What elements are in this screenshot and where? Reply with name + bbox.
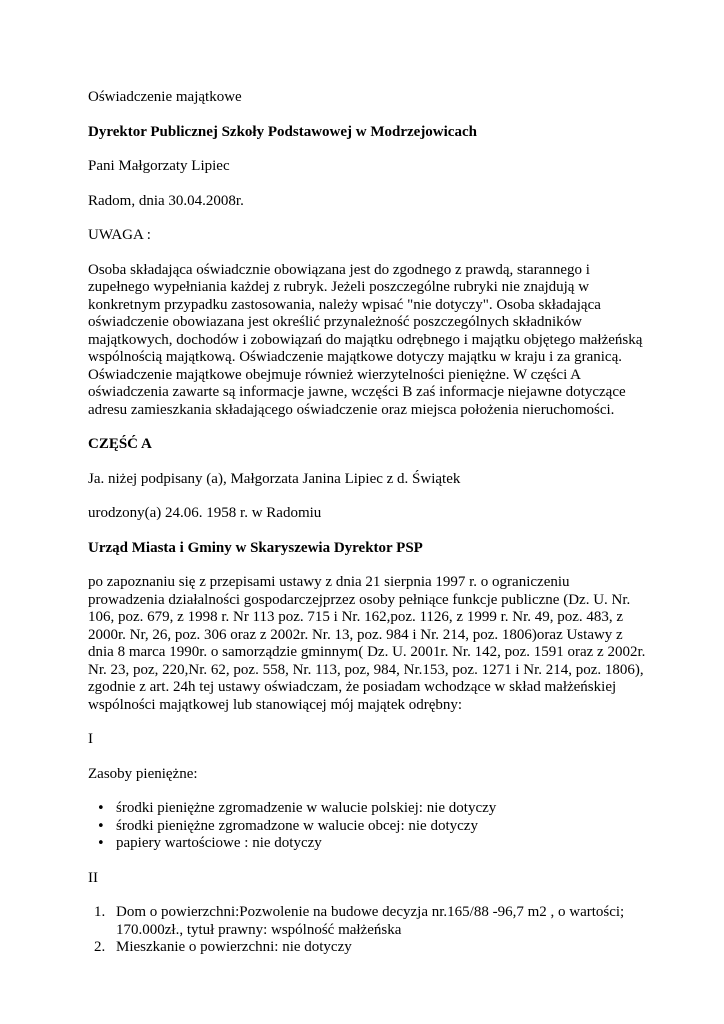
bullet-icon: • — [97, 801, 105, 816]
director-heading: Dyrektor Publicznej Szkoły Podstawowej w Modrzejowicach — [88, 123, 477, 140]
list-item — [88, 800, 646, 818]
list-item — [88, 904, 646, 939]
list-item-text: papiery wartościowe : nie dotyczy — [116, 835, 322, 851]
cash-heading: Zasoby pieniężne: — [88, 765, 198, 782]
document-title: Oświadczenie majątkowe — [88, 89, 242, 105]
uwaga-label: UWAGA : — [88, 227, 151, 243]
list-item-text: Dom o powierzchni:Pozwolenie na budowe decyzja nr.165/88 -96,7 m2 , o wartości; 170.000zł., tytuł prawny: wspólność małżeńska — [116, 904, 625, 938]
bullet-icon: • — [97, 818, 105, 834]
document-body — [88, 82, 646, 957]
item-number: 1. — [94, 904, 106, 920]
list-item-text: Mieszkanie o powierzchni: nie dotyczy — [116, 939, 352, 955]
declarant-line: Ja. niżej podpisany (a), Małgorzata Janina Lipiec z d. Świątek — [88, 470, 461, 487]
law-paragraph: po zapoznaniu się z przepisami ustawy z dnia 21 sierpnia 1997 r. o ograniczeniu prowadzenia działalności gospodarczejprzez osoby pełniące funkcje publiczne (Dz. U. Nr. 106, poz. 679, z 1998 r. Nr 113 poz. 715 i Nr. 162,poz. 1126, z 1999 r. Nr. 49, poz. 483, z 2000r. Nr, 26, poz. 306 oraz z 2002r. Nr. 13, poz. 984 i Nr. 214, poz. 1806)oraz Ustawy z dnia 8 marca 1990r. o samorządzie gminnym( Dz. U. 2001r. Nr. 142, poz. 1591 oraz z 2002r. Nr. 23, poz, 220,Nr. 62, poz. 558, Nr. 113, poz, 984, Nr.153, poz. 1271 i Nr. 214, poz. 1806), zgodnie z art. 24h tej ustawy oświadczam, że posiadam wchodzące w skład małżeńskiej wspólności majątkowej lub stanowiącej mój majątek odrębny: — [88, 574, 646, 713]
item-number: 2. — [94, 939, 106, 955]
list-item — [88, 818, 646, 836]
recipient-line: Pani Małgorzaty Lipiec — [88, 158, 230, 174]
section-1-heading: I — [88, 731, 93, 747]
bullet-icon: • — [97, 836, 105, 851]
section-2-heading: II — [88, 869, 98, 886]
office-heading: Urząd Miasta i Gminy w Skaryszewia Dyrektor PSP — [88, 539, 423, 556]
list-item-text: środki pieniężne zgromadzenie w walucie polskiej: nie dotyczy — [116, 800, 497, 816]
birth-line: urodzony(a) 24.06. 1958 r. w Radomiu — [88, 505, 322, 521]
list-item — [88, 835, 646, 853]
list-item-text: środki pieniężne zgromadzone w walucie obcej: nie dotyczy — [116, 817, 478, 834]
property-list — [88, 904, 646, 957]
list-item — [88, 939, 646, 957]
cash-list — [88, 800, 646, 853]
part-a-heading: CZĘŚĆ A — [88, 436, 152, 452]
date-line: Radom, dnia 30.04.2008r. — [88, 192, 244, 209]
notice-paragraph: Osoba składająca oświadcznie obowiązana jest do zgodnego z prawdą, starannego i zupełnego wypełniania każdej z rubryk. Jeżeli poszczególne rubryki nie znajdują w konkretnym przypadku zastosowania, należy wpisać "nie dotyczy". Osoba składająca oświadczenie obowiazana jest określić przynależność poszczególnych składników majątkowych, dochodów i zobowiązań do majątku odrębnego i majątku objętego małżeńską wspólnością majątkową. Oświadczenie majątkowe dotyczy majątku w kraju i za granicą. Oświadczenie majątkowe obejmuje również wierzytelności pieniężne. W części A oświadczenia zawarte są informacje jawne, wczęści B zaś informacje niejawne dotyczące adresu zamieszkania składającego oświadczenie oraz miejsca położenia nieruchomości. — [88, 261, 643, 418]
